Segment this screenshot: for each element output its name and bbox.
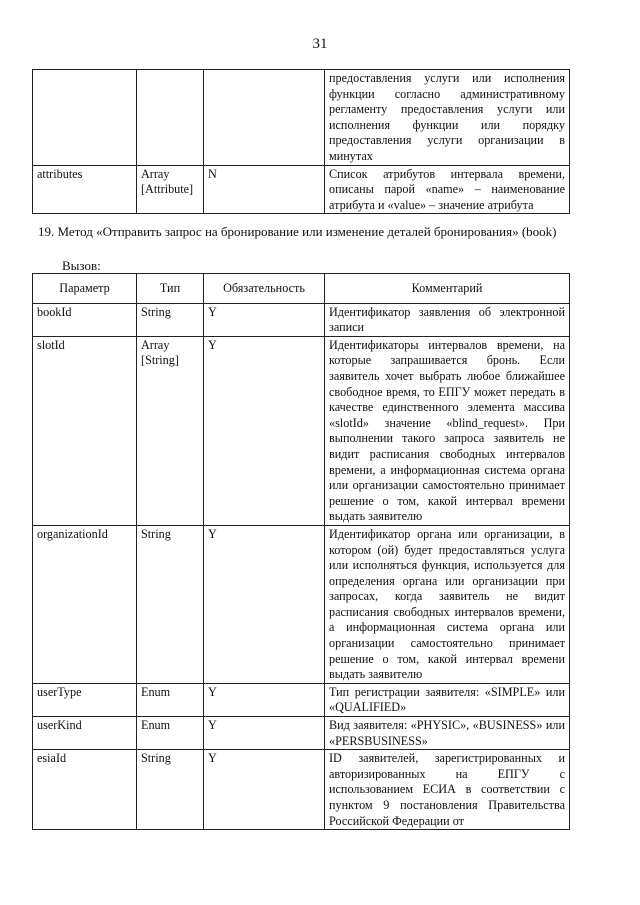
page-number: 31 xyxy=(312,36,328,52)
type-cell: Enum xyxy=(137,717,204,750)
comment-cell: Список атрибутов интервала времени, описаны парой «name» – наименование атрибута и «value» – значение атрибута xyxy=(325,165,570,214)
type-cell: Enum xyxy=(137,683,204,716)
table-row xyxy=(33,303,570,336)
required-cell: Y xyxy=(204,525,325,683)
call-table xyxy=(32,273,570,830)
type-cell: Array [String] xyxy=(137,336,204,525)
required-cell: Y xyxy=(204,683,325,716)
param-cell: attributes xyxy=(33,165,137,214)
param-cell: esiaId xyxy=(33,750,137,830)
comment-cell: Идентификатор органа или организации, в котором (ой) будет предоставляться услуга или исполняться функция, используется для определения органа или организации при запросах, когда заявитель не видит расписания свободных интервалов времени, а информационная система органа или организации самостоятельно принимает решение о том, какой интервал времени выдать заявителю xyxy=(325,525,570,683)
type-cell: Array [Attribute] xyxy=(137,165,204,214)
comment-cell: ID заявителей, зарегистрированных и авторизированных на ЕПГУ с использованием ЕСИА в соответствии с пунктом 9 постановления Правительства Российской Федерации от xyxy=(325,750,570,830)
header-param: Параметр xyxy=(33,274,137,304)
type-cell: String xyxy=(137,525,204,683)
required-cell: N xyxy=(204,165,325,214)
required-cell: Y xyxy=(204,750,325,830)
type-cell: String xyxy=(137,750,204,830)
table-row xyxy=(33,165,570,214)
table-header-row xyxy=(33,274,570,304)
table-row xyxy=(33,750,570,830)
required-cell: Y xyxy=(204,303,325,336)
header-required: Обязательность xyxy=(204,274,325,304)
header-comment: Комментарий xyxy=(325,274,570,304)
comment-cell: Тип регистрации заявителя: «SIMPLE» или «QUALIFIED» xyxy=(325,683,570,716)
comment-cell: Идентификатор заявления об электронной записи xyxy=(325,303,570,336)
type-cell: String xyxy=(137,303,204,336)
comment-cell: предоставления услуги или исполнения функции согласно административному регламенту предоставления услуги или исполнения функции или порядку предоставления услуги организации в минутах xyxy=(325,70,570,166)
table-row xyxy=(33,336,570,525)
table-row xyxy=(33,717,570,750)
required-cell: Y xyxy=(204,336,325,525)
section-heading: 19. Метод «Отправить запрос на бронирование или изменение деталей бронирования» (book) xyxy=(38,224,557,239)
comment-cell: Идентификаторы интервалов времени, на которые запрашивается бронь. Если заявитель хочет выбрать любое ближайшее свободное время, то ЕПГУ может передать в качестве единственного элемента массива «slotId» значение «blind_request». При выполнении такого запроса заявитель не видит расписания свободных интервалов времени, а информационная система органа или организации самостоятельно принимает решение о том, какой интервал времени выдать заявителю xyxy=(325,336,570,525)
required-cell: Y xyxy=(204,717,325,750)
continuation-table xyxy=(32,69,570,214)
table-row xyxy=(33,70,570,166)
table-row xyxy=(33,683,570,716)
param-cell xyxy=(33,70,137,166)
param-cell: organizationId xyxy=(33,525,137,683)
type-cell xyxy=(137,70,204,166)
param-cell: bookId xyxy=(33,303,137,336)
param-cell: slotId xyxy=(33,336,137,525)
required-cell xyxy=(204,70,325,166)
param-cell: userKind xyxy=(33,717,137,750)
table-row xyxy=(33,525,570,683)
param-cell: userType xyxy=(33,683,137,716)
comment-cell: Вид заявителя: «PHYSIC», «BUSINESS» или «PERSBUSINESS» xyxy=(325,717,570,750)
header-type: Тип xyxy=(137,274,204,304)
call-label: Вызов: xyxy=(62,258,101,273)
